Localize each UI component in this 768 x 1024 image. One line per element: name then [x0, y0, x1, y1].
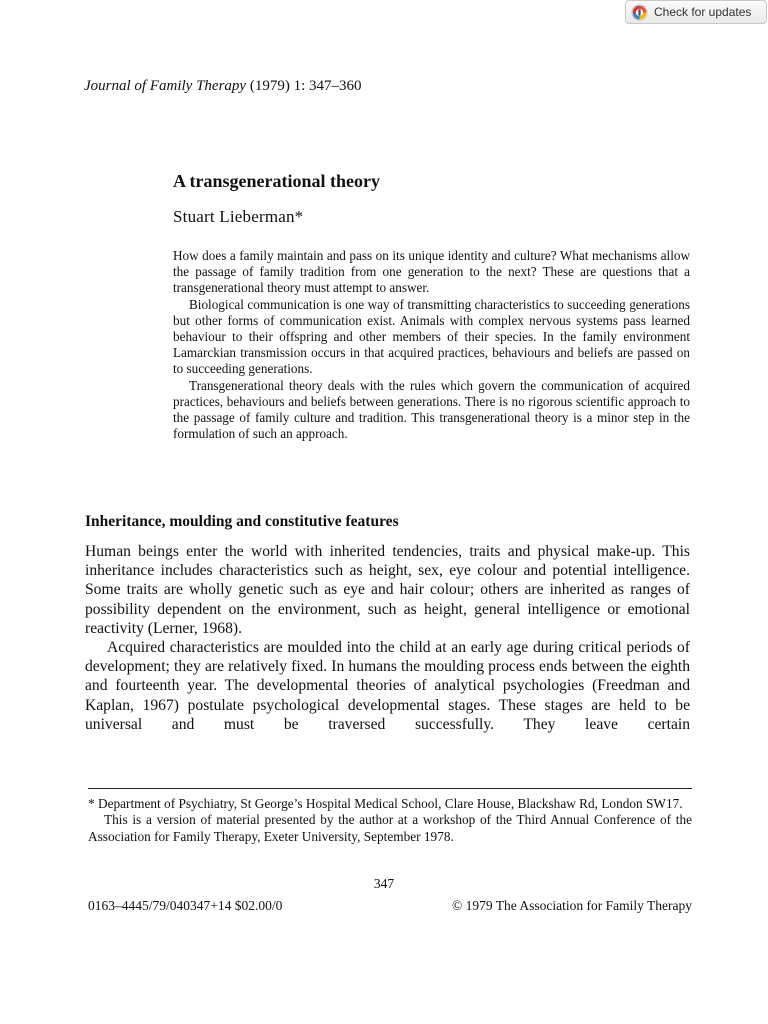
- article-author: Stuart Lieberman*: [173, 207, 304, 226]
- footnote-affiliation: * Department of Psychiatry, St George’s Hospital Medical School, Clare House, Blackshaw Rd, London SW17.: [88, 796, 683, 811]
- crossmark-icon: [631, 4, 648, 21]
- page-footer: [88, 898, 692, 914]
- abstract: [173, 248, 690, 442]
- check-for-updates-button[interactable]: [625, 0, 767, 24]
- abstract-paragraph: Biological communication is one way of transmitting characteristics to succeeding generations but other forms of communication exist. Animals with complex nervous systems pass learned behaviour to their offspring and other members of their species. In the family environment Lamarckian transmission occurs in that acquired practices, behaviours and beliefs are passed on to succeeding generations.: [173, 296, 690, 377]
- article-code: 0163–4445/79/040347+14 $02.00/0: [88, 898, 283, 913]
- footnote-divider: [88, 788, 692, 789]
- body-paragraph: Acquired characteristics are moulded into the child at an early age during critical periods of development; they are relatively fixed. In humans the moulding process ends between the eighth and fourteenth year. The developmental theories of analytical psychologies (Freedman and Kaplan, 1967) postulate psychological developmental stages. These stages are held to be universal and must be traversed successfully. They leave certain: [85, 639, 690, 733]
- journal-volume-pages: (1979) 1: 347–360: [249, 78, 362, 94]
- page-number: 347: [373, 876, 395, 891]
- abstract-paragraph: How does a family maintain and pass on its unique identity and culture? What mechanisms allow the passage of family tradition from one generation to the next? These are questions that a transgenerational theory must attempt to answer.: [173, 248, 690, 296]
- journal-name: Journal of Family Therapy: [84, 78, 247, 94]
- article-title: A transgenerational theory: [173, 171, 380, 191]
- body-paragraph: Human beings enter the world with inherited tendencies, traits and physical make-up. This inheritance includes characteristics such as height, sex, eye colour and potential intelligence. Some traits are wholly genetic such as eye and hair colour; others are inherited as ranges of possibility dependent on the environment, such as height, general intelligence or emotional reactivity (Lerner, 1968).: [85, 543, 690, 637]
- section-body: [85, 542, 690, 734]
- footnotes: [88, 796, 692, 845]
- check-for-updates-label[interactable]: Check for updates: [654, 5, 752, 19]
- footnote-note: This is a version of material presented by the author at a workshop of the Third Annual Conference of the Association for Family Therapy, Exeter University, September 1978.: [88, 812, 692, 844]
- abstract-paragraph: Transgenerational theory deals with the rules which govern the communication of acquired practices, behaviours and beliefs between generations. There is no rigorous scientific approach to the passage of family culture and tradition. This transgenerational theory is a minor step in the formulation of such an approach.: [173, 377, 690, 442]
- section-heading: Inheritance, moulding and constitutive features: [85, 513, 399, 530]
- copyright-notice: © 1979 The Association for Family Therapy: [452, 898, 692, 913]
- journal-citation: [84, 78, 362, 95]
